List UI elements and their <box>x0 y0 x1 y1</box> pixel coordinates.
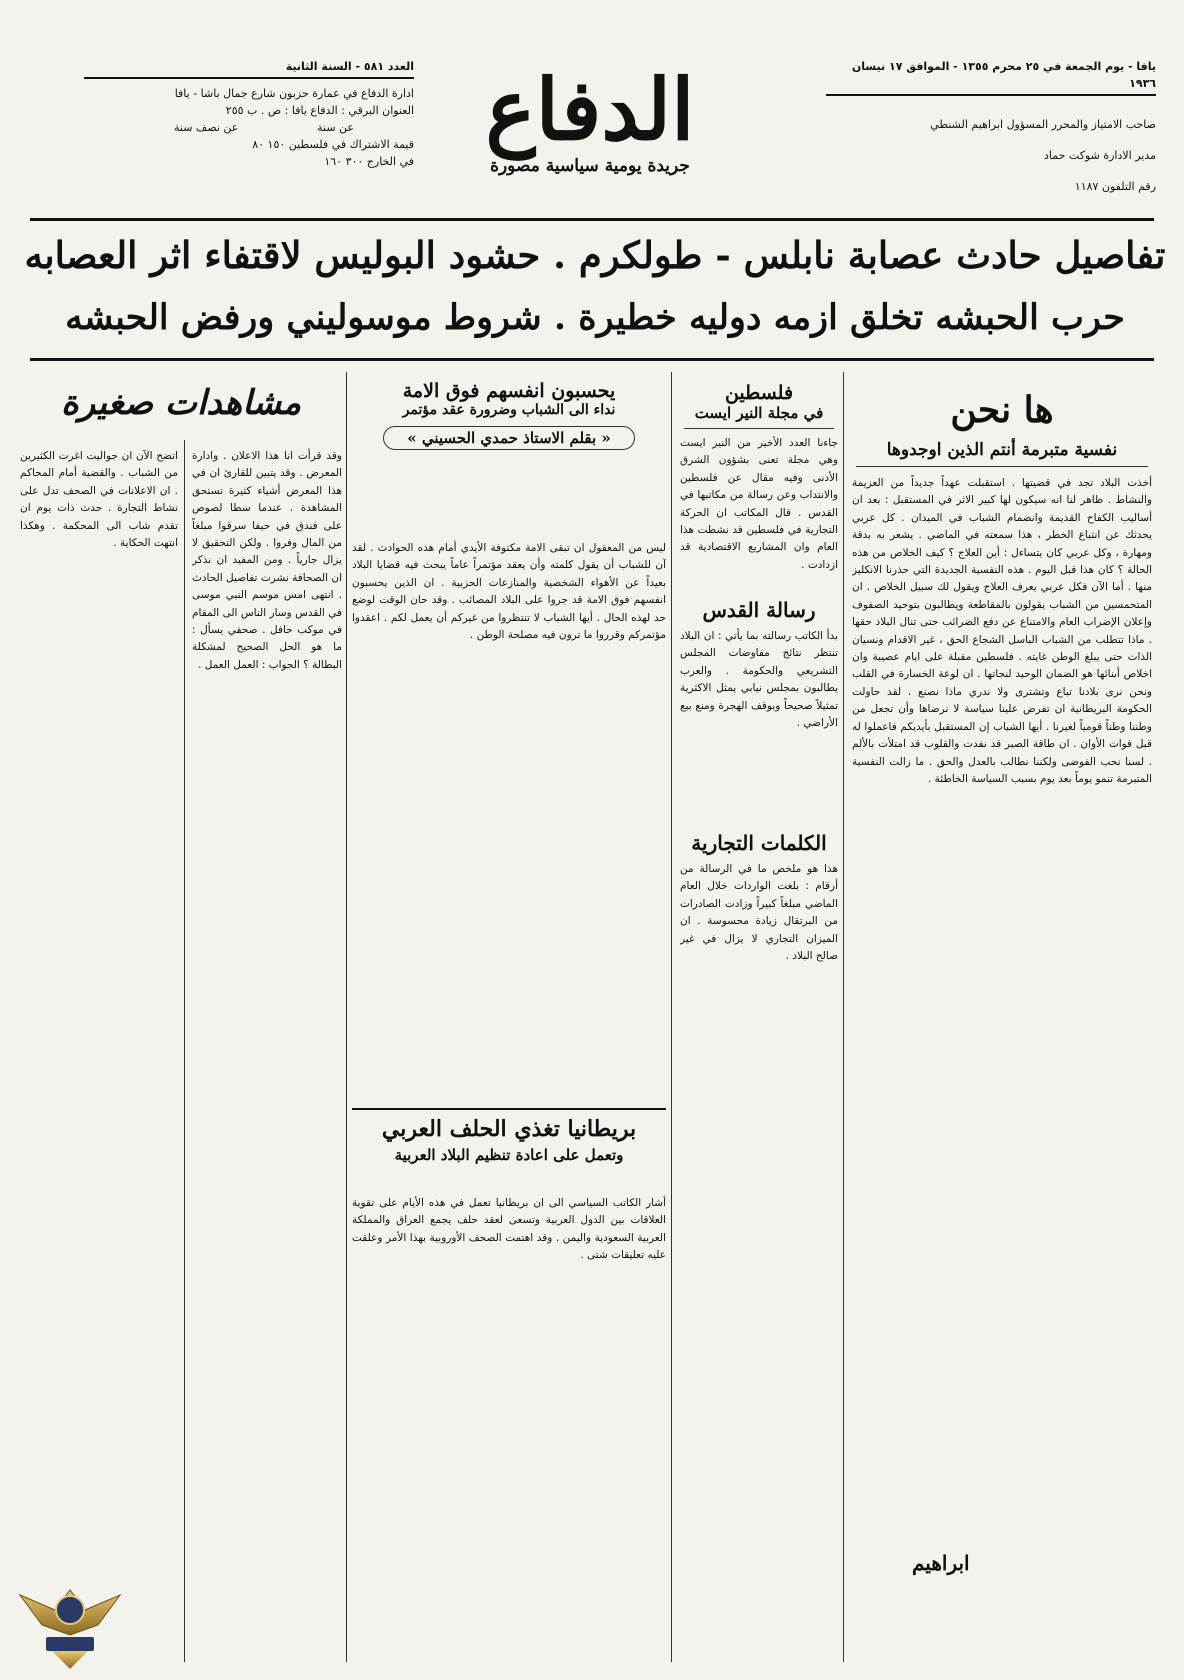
column-rule <box>843 372 844 1662</box>
article-small-observations-header <box>20 372 342 434</box>
masthead-logo <box>440 60 740 176</box>
article-title: بريطانيا تغذي الحلف العربي <box>381 1116 637 1142</box>
article-signature: ابراهيم <box>912 1551 970 1575</box>
article-britain <box>352 1112 666 1164</box>
article-byline: « بقلم الاستاذ حمدي الحسيني » <box>383 426 635 450</box>
section-rule <box>352 1108 666 1110</box>
article-ha-nahnu <box>852 372 1152 1652</box>
article-title: ها نحن <box>950 389 1054 431</box>
article-rule <box>684 428 834 429</box>
article-above-nation-body: ليس من المعقول ان تبقى الامة مكتوفة الأيدي أمام هذه الحوادث . لقد آن للشباب أن يقول كلمته وأن يعقد مؤتمراً عاماً يبحث فيه قضايا البلاد بعيداً عن الأهواء الشخصية والمنازعات الحزبية . ان الذين يحسبون انفسهم فوق الامة قد جروا على البلاد المصائب . وقد حان الوقت لوضع حد لهذه الحال . أيها الشباب لا تنتظروا من غيركم أن يعمل لكم . اعقدوا مؤتمركم وقرروا ما ترون فيه مصلحة الوطن . <box>352 542 666 642</box>
article-subtitle: وتعمل على اعادة تنظيم البلاد العربية <box>394 1146 624 1164</box>
article-body: أخذت البلاد تجد في قضيتها . استقبلت عهداً جديداً من العزيمة والنشاط . ظاهر لنا انه سيكون لها كبير الاثر في المستقبل : بعد ان أساليب الكفاح القديمة وانضمام الشباب في الميدان . كل عربي يحدثك عن انتباع الخطر ، هذا سمعته في الماضي . يشعر به بدقة ومهارة ، وكل عربي كان يتساءل : أين العلاج ؟ كيف الخلاص من هذه الحالة ؟ كان هذا قبل اليوم . هذه النفسية الجديدة التي حذرنا الانكليز منها . أما الآن فكل عربي يعرف العلاج ويقول لك سبيل الخلاص . ان المتحمسين من الشباب يقولون بالمقاطعة ويطالبون بتوحيد الصفوف وإعلان الإضراب العام والامتناع عن دفع الضرائب حتى تنال البلاد حقها . ماذا تتطلب من الشباب الباسل الشجاع الحق ، غير الاقدام ونسيان الذات حتى يبلغ الوطن غايته . فلسطين مقبلة على ايام عصيبة وان اخلاص أبنائها هو الضمان الوحيد لنجاتها . ان لوعة الخسارة في القلب ونحن نرى بلادنا تباع وتشترى ولا ندري ماذا نصنع . لقد حاولت الحكومة البريطانية ان تفرض علينا سياسة لا نرضاها وأن تجعل من وطننا وطناً قومياً لغيرنا . أيها الشباب إن المستقبل بأيديكم فاعملوا له قبل فوات الأوان . ان طاقة الصبر قد نفدت والقلوب قد امتلأت بالألم . لسنا نحب الفوضى ولكننا نطالب بالعدل والحق . ما زالت النفسية المتبرمة تنمو يوماً بعد يوم بسبب السياسة الخاطئة . <box>852 477 1152 785</box>
headline-1: تفاصيل حادث عصابة نابلس - طولكرم . حشود البوليس لاقتفاء اثر العصابه <box>24 233 1166 277</box>
article-body-1: جاءنا العدد الأخير من النير ايست وهي مجلة تعنى بشؤون الشرق الأدنى وفيه مقال عن فلسطين والانتداب وعن رسالة من مكاتبها في القدس . قال المكاتب ان الحركة التجارية في فلسطين قد نشطت هذا العام وان المشاريع الاقتصادية قد ازدادت . <box>680 437 838 571</box>
article-subtitle: نداء الى الشباب وضرورة عقد مؤتمر <box>402 402 616 418</box>
subs-abroad: في الخارج ٣٠٠ ١٦٠ <box>324 155 414 168</box>
owner-line: صاحب الامتياز والمحرر المسؤول ابراهيم الشنطي <box>930 118 1156 131</box>
article-title: فلسطين <box>724 382 794 404</box>
issue-line: العدد ٥٨١ - السنة الثانية <box>285 60 414 73</box>
article-rule <box>856 466 1148 467</box>
date-line: يافا - يوم الجمعة في ٢٥ محرم ١٣٥٥ - الموافق ١٧ نيسان ١٩٣٦ <box>851 60 1156 90</box>
column-rule <box>671 372 672 1662</box>
telegraph-line: العنوان البرقي : الدفاع يافا : ص . ب ٢٥٥ <box>225 104 414 117</box>
masthead-left-block <box>84 58 414 170</box>
masthead-right-block <box>826 58 1156 195</box>
article-palestine <box>680 372 838 1652</box>
article-subtitle: في مجلة النير ايست <box>694 404 824 422</box>
eagle-emblem-icon <box>10 1565 130 1673</box>
article-above-nation <box>352 372 666 552</box>
article-side-column: اتضح الآن ان جواليت اغرت الكثيرين من الشباب . والقضية أمام المحاكم . ان الاعلانات في الصحف تدل على نشاط التجارة . حدث ذات يوم ان تقدم شاب الى المحكمة . وهكذا انتهت الحكاية . <box>20 450 178 550</box>
issue-rule <box>84 77 414 79</box>
section-heading-jerusalem-letter: رسالة القدس <box>702 598 816 622</box>
article-britain-body: أشار الكاتب السياسي الى ان بريطانيا تعمل في هذه الأيام على تقوية العلاقات بين الدول العربية وتسعى لعقد حلف يجمع العراق والمملكة العربية السعودية واليمن . وقد اهتمت الصحف الأوروبية بهذا الأمر وعلقت عليه تعليقات شتى . <box>352 1197 666 1262</box>
newspaper-title: الدفاع <box>485 60 695 159</box>
article-small-observations-body: وقد قرأت انا هذا الاعلان . وادارة المعرض . وقد يتبين للقارئ ان في هذا المعرض أشياء كثيرة تستحق المشاهدة . عندما سطا لصوص على فندق في حيفا سرقوا مبلغاً من المال وفروا . ولكن التحقيق لا يزال جارياً . ومن المفيد ان نذكر ان الصحافة نشرت تفاصيل الحادث . انتهى امس موسم النبي موسى في القدس وسار الناس الى المقام في موكب حافل . صحفي يسأل : ما هو الحل الصحيح لمشكلة البطالة ؟ الجواب : العمل العمل . <box>192 450 342 671</box>
address-line: ادارة الدفاع في عمارة حزبون شارع جمال باشا - يافا <box>174 87 414 100</box>
watermark-emblem <box>10 1565 130 1673</box>
article-title: مشاهدات صغيرة <box>60 383 302 423</box>
bottom-headline-rule <box>30 358 1154 361</box>
subs-palestine: قيمة الاشتراك في فلسطين ١٥٠ ٨٠ <box>252 138 414 151</box>
column-rule <box>184 440 185 1662</box>
article-subtitle: نفسية متبرمة أنتم الذين اوجدوها <box>886 440 1118 460</box>
phone-line: رقم التلفون ١١٨٧ <box>1074 180 1156 193</box>
manager-line: مدير الادارة شوكت حماد <box>1044 149 1156 162</box>
article-title: يحسبون انفسهم فوق الامة <box>402 380 616 402</box>
date-rule <box>826 94 1156 96</box>
article-body-3: هذا هو ملخص ما في الرسالة من أرقام : بلغت الواردات خلال العام الماضي مبلغاً كبيراً وزادت الصادرات من البرتقال زيادة محسوسة . ان الميزان التجاري لا يزال في غير صالح البلاد . <box>680 863 838 963</box>
newspaper-subtitle: جريدة يومية سياسية مصورة <box>490 156 690 176</box>
top-headline-rule <box>30 218 1154 221</box>
section-heading-trade-words: الكلمات التجارية <box>691 831 827 855</box>
column-rule <box>346 372 347 1662</box>
subs-half-header: عن نصف سنة <box>174 121 239 134</box>
headline-2: حرب الحبشه تخلق ازمه دوليه خطيرة . شروط موسوليني ورفض الحبشه <box>65 297 1125 338</box>
subs-year-header: عن سنة <box>317 121 354 134</box>
article-body-2: بدأ الكاتب رسالته بما يأتي : ان البلاد تنتظر نتائج مفاوضات المجلس التشريعي والحكومة . والعرب يطالبون بمجلس نيابي يمثل الاكثرية تمثيلاً صحيحاً وبوقف الهجرة ومنع بيع الأراضي . <box>680 630 838 730</box>
